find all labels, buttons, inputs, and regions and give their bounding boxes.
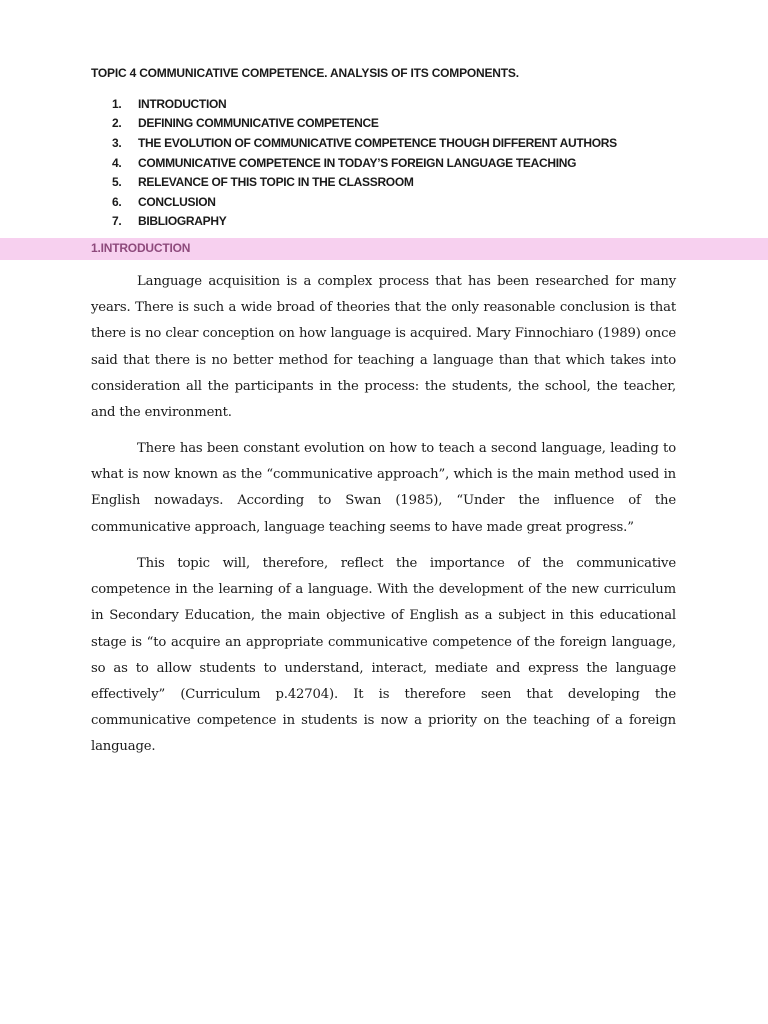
toc-item-label: INTRODUCTION <box>138 96 227 111</box>
toc-item-number: 6. <box>112 194 122 209</box>
toc-item-number: 2. <box>112 116 122 131</box>
toc-item <box>112 192 617 212</box>
toc-item <box>112 172 617 192</box>
toc-item <box>112 153 617 173</box>
toc-item-number: 4. <box>112 155 122 170</box>
toc-item-label: THE EVOLUTION OF COMMUNICATIVE COMPETENCE THOUGH DIFFERENT AUTHORS <box>138 135 617 150</box>
body-paragraph: There has been constant evolution on how to teach a second language, leading to what is now known as the “communicative approach”, which is the main method used in English nowadays. According to Swan (1985), “Under the influence of the communicative approach, language teaching seems to have made great progress.” <box>91 441 676 535</box>
section-heading: 1.INTRODUCTION <box>91 241 191 255</box>
body-paragraph: Language acquisition is a complex process that has been researched for many years. There is such a wide broad of theories that the only reasonable conclusion is that there is no clear conception on how language is acquired. Mary Finnochiaro (1989) once said that there is no better method for teaching a language than that which takes into consideration all the participants in the process: the students, the school, the teacher, and the environment. <box>91 274 676 421</box>
toc-item <box>112 212 617 232</box>
toc-item <box>112 114 617 134</box>
toc-item-number: 1. <box>112 96 122 111</box>
toc-item-number: 5. <box>112 175 122 190</box>
body-paragraph: This topic will, therefore, reflect the importance of the communicative competence in the learning of a language. With the development of the new curriculum in Secondary Education, the main objective of English as a subject in this educational stage is “to acquire an appropriate communicative competence of the foreign language, so as to allow students to understand, interact, mediate and express the language effectively” (Curriculum p.42704). It is therefore seen that developing the communicative competence in students is now a priority on the teaching of a foreign language. <box>91 556 676 755</box>
toc-item-label: DEFINING COMMUNICATIVE COMPETENCE <box>138 116 379 131</box>
page-title: TOPIC 4 COMMUNICATIVE COMPETENCE. ANALYSIS OF ITS COMPONENTS. <box>91 66 519 80</box>
toc-item <box>112 94 617 114</box>
toc-item-label: RELEVANCE OF THIS TOPIC IN THE CLASSROOM <box>138 175 414 190</box>
toc-item-label: CONCLUSION <box>138 194 216 209</box>
table-of-contents <box>112 94 617 231</box>
toc-item-number: 7. <box>112 214 122 229</box>
toc-item <box>112 133 617 153</box>
toc-item-number: 3. <box>112 135 122 150</box>
toc-item-label: BIBLIOGRAPHY <box>138 214 227 229</box>
toc-item-label: COMMUNICATIVE COMPETENCE IN TODAY’S FOREIGN LANGUAGE TEACHING <box>138 155 577 170</box>
